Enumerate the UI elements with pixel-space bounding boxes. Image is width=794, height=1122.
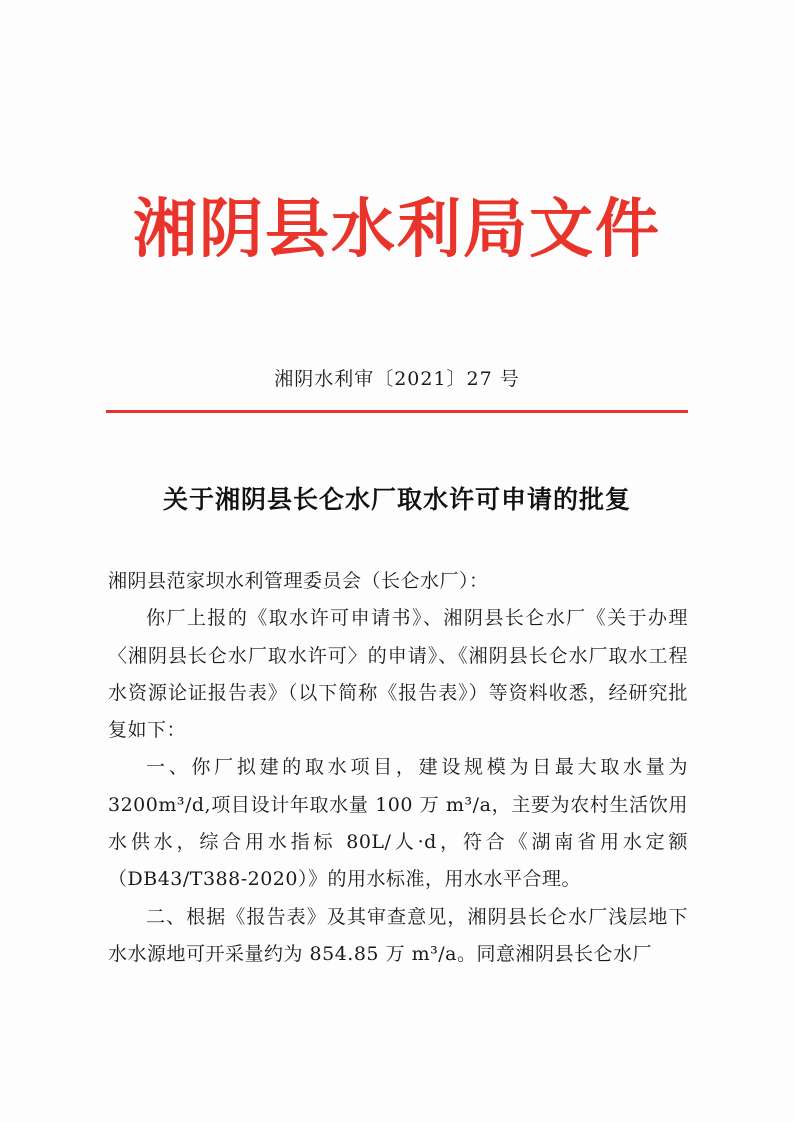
body-paragraph-3: 二、根据《报告表》及其审查意见，湘阴县长仑水厂浅层地下水水源地可开采量约为 854.85 万 m³/a。同意湘阴县长仑水厂 bbox=[108, 905, 688, 965]
addressee-line: 湘阴县范家坝水利管理委员会（长仑水厂）： bbox=[108, 570, 489, 592]
body-paragraph-1: 你厂上报的《取水许可申请书》、湘阴县长仑水厂《关于办理〈湘阴县长仑水厂取水许可〉的申请》、《湘阴县长仑水厂取水工程水资源论证报告表》（以下简称《报告表》）等资料收悉，经研究批复如下： bbox=[108, 607, 688, 742]
red-divider-line bbox=[106, 410, 688, 413]
document-body bbox=[108, 563, 688, 973]
body-paragraph-2: 一、你厂拟建的取水项目，建设规模为日最大取水量为3200m³/d,项目设计年取水量 100 万 m³/a，主要为农村生活饮用水供水，综合用水指标 80L/人·d，符合《湖南省用水定额（DB43/T388-2020）》的用水标准，用水水平合理。 bbox=[108, 756, 688, 891]
agency-header-title: 湘阴县水利局文件 bbox=[133, 192, 661, 267]
document-title: 关于湘阴县长仑水厂取水许可申请的批复 bbox=[162, 485, 631, 514]
document-number: 湘阴水利审〔2021〕27 号 bbox=[274, 368, 520, 390]
